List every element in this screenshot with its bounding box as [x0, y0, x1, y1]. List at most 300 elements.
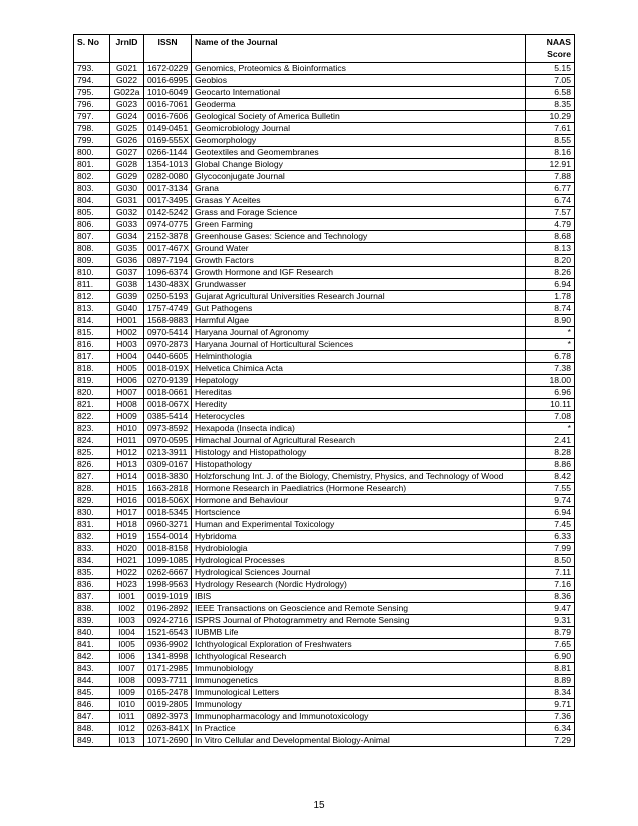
table-row: [74, 723, 575, 735]
cell-jrnid: I009: [110, 687, 144, 699]
cell-sno: 819.: [74, 375, 110, 387]
table-row: [74, 63, 575, 75]
cell-naas-score: 8.28: [526, 447, 575, 459]
cell-jrnid: H023: [110, 579, 144, 591]
table-row: [74, 687, 575, 699]
cell-jrnid: H005: [110, 363, 144, 375]
cell-sno: 815.: [74, 327, 110, 339]
cell-jrnid: H022: [110, 567, 144, 579]
cell-issn: 0165-2478: [144, 687, 192, 699]
table-row: [74, 699, 575, 711]
cell-issn: 0017-467X: [144, 243, 192, 255]
cell-issn: 1663-2818: [144, 483, 192, 495]
cell-journal-name: Immunopharmacology and Immunotoxicology: [192, 711, 526, 723]
cell-journal-name: Gujarat Agricultural Universities Research Journal: [192, 291, 526, 303]
cell-sno: 817.: [74, 351, 110, 363]
cell-naas-score: 6.90: [526, 651, 575, 663]
cell-jrnid: G037: [110, 267, 144, 279]
cell-sno: 821.: [74, 399, 110, 411]
cell-naas-score: 7.57: [526, 207, 575, 219]
cell-issn: 0149-0451: [144, 123, 192, 135]
cell-issn: 0282-0080: [144, 171, 192, 183]
table-row: [74, 135, 575, 147]
cell-journal-name: Gut Pathogens: [192, 303, 526, 315]
cell-jrnid: H016: [110, 495, 144, 507]
cell-jrnid: G026: [110, 135, 144, 147]
cell-naas-score: 7.36: [526, 711, 575, 723]
cell-issn: 0018-3830: [144, 471, 192, 483]
cell-naas-score: 7.38: [526, 363, 575, 375]
table-row: [74, 219, 575, 231]
cell-jrnid: H012: [110, 447, 144, 459]
cell-naas-score: 8.35: [526, 99, 575, 111]
cell-naas-score: *: [526, 327, 575, 339]
cell-issn: 0970-5414: [144, 327, 192, 339]
cell-naas-score: *: [526, 339, 575, 351]
cell-issn: 0970-0595: [144, 435, 192, 447]
table-row: [74, 171, 575, 183]
cell-journal-name: Heredity: [192, 399, 526, 411]
cell-naas-score: 9.74: [526, 495, 575, 507]
table-row: [74, 399, 575, 411]
table-row: [74, 651, 575, 663]
cell-journal-name: Harmful Algae: [192, 315, 526, 327]
header-issn: ISSN: [144, 35, 192, 63]
cell-sno: 810.: [74, 267, 110, 279]
table-row: [74, 579, 575, 591]
cell-journal-name: Immunogenetics: [192, 675, 526, 687]
cell-journal-name: Hortscience: [192, 507, 526, 519]
cell-jrnid: H004: [110, 351, 144, 363]
cell-journal-name: Grasas Y Aceites: [192, 195, 526, 207]
cell-sno: 825.: [74, 447, 110, 459]
cell-journal-name: Global Change Biology: [192, 159, 526, 171]
cell-jrnid: G031: [110, 195, 144, 207]
cell-issn: 0440-6605: [144, 351, 192, 363]
cell-issn: 1071-2690: [144, 735, 192, 747]
cell-naas-score: 8.26: [526, 267, 575, 279]
table-row: [74, 255, 575, 267]
cell-issn: 0385-5414: [144, 411, 192, 423]
cell-sno: 814.: [74, 315, 110, 327]
cell-sno: 801.: [74, 159, 110, 171]
cell-sno: 835.: [74, 567, 110, 579]
table-row: [74, 663, 575, 675]
cell-sno: 839.: [74, 615, 110, 627]
table-row: [74, 339, 575, 351]
cell-naas-score: 1.78: [526, 291, 575, 303]
table-row: [74, 75, 575, 87]
cell-jrnid: H019: [110, 531, 144, 543]
cell-journal-name: Geological Society of America Bulletin: [192, 111, 526, 123]
cell-journal-name: Geocarto International: [192, 87, 526, 99]
table-row: [74, 243, 575, 255]
page-number: 15: [313, 800, 325, 811]
cell-jrnid: G040: [110, 303, 144, 315]
cell-naas-score: 8.81: [526, 663, 575, 675]
cell-issn: 0016-6995: [144, 75, 192, 87]
cell-jrnid: G033: [110, 219, 144, 231]
cell-issn: 0017-3495: [144, 195, 192, 207]
cell-sno: 808.: [74, 243, 110, 255]
cell-naas-score: 6.94: [526, 507, 575, 519]
cell-jrnid: H018: [110, 519, 144, 531]
cell-issn: 0093-7711: [144, 675, 192, 687]
cell-naas-score: 10.11: [526, 399, 575, 411]
cell-naas-score: 8.68: [526, 231, 575, 243]
cell-jrnid: H001: [110, 315, 144, 327]
cell-issn: 0016-7061: [144, 99, 192, 111]
cell-naas-score: 7.45: [526, 519, 575, 531]
cell-issn: 0974-0775: [144, 219, 192, 231]
cell-issn: 1099-1085: [144, 555, 192, 567]
cell-sno: 838.: [74, 603, 110, 615]
table-row: [74, 507, 575, 519]
cell-jrnid: I004: [110, 627, 144, 639]
table-row: [74, 303, 575, 315]
cell-naas-score: 7.29: [526, 735, 575, 747]
cell-naas-score: 9.71: [526, 699, 575, 711]
cell-journal-name: Geoderma: [192, 99, 526, 111]
table-body: [74, 63, 575, 747]
cell-jrnid: I002: [110, 603, 144, 615]
header-row: [74, 35, 575, 63]
cell-issn: 1568-9883: [144, 315, 192, 327]
table-row: [74, 327, 575, 339]
cell-jrnid: I008: [110, 675, 144, 687]
cell-issn: 0017-3134: [144, 183, 192, 195]
cell-issn: 1341-8998: [144, 651, 192, 663]
cell-issn: 0169-555X: [144, 135, 192, 147]
cell-sno: 844.: [74, 675, 110, 687]
cell-sno: 805.: [74, 207, 110, 219]
cell-journal-name: Hepatology: [192, 375, 526, 387]
cell-naas-score: 7.61: [526, 123, 575, 135]
table-row: [74, 531, 575, 543]
cell-sno: 796.: [74, 99, 110, 111]
cell-issn: 0142-5242: [144, 207, 192, 219]
cell-naas-score: 9.47: [526, 603, 575, 615]
cell-issn: 1672-0229: [144, 63, 192, 75]
cell-naas-score: 7.99: [526, 543, 575, 555]
table-row: [74, 195, 575, 207]
cell-issn: 0018-067X: [144, 399, 192, 411]
table-row: [74, 543, 575, 555]
cell-sno: 840.: [74, 627, 110, 639]
cell-journal-name: Hexapoda (Insecta indica): [192, 423, 526, 435]
cell-journal-name: Geomorphology: [192, 135, 526, 147]
cell-sno: 849.: [74, 735, 110, 747]
cell-sno: 829.: [74, 495, 110, 507]
cell-journal-name: Hormone and Behaviour: [192, 495, 526, 507]
cell-sno: 799.: [74, 135, 110, 147]
cell-naas-score: 6.58: [526, 87, 575, 99]
cell-journal-name: Haryana Journal of Agronomy: [192, 327, 526, 339]
cell-jrnid: H002: [110, 327, 144, 339]
cell-journal-name: Haryana Journal of Horticultural Sciences: [192, 339, 526, 351]
cell-jrnid: I013: [110, 735, 144, 747]
header-sno: S. No: [74, 35, 110, 63]
table-row: [74, 231, 575, 243]
cell-naas-score: 6.34: [526, 723, 575, 735]
cell-sno: 820.: [74, 387, 110, 399]
cell-jrnid: G039: [110, 291, 144, 303]
cell-sno: 843.: [74, 663, 110, 675]
cell-journal-name: Hybridoma: [192, 531, 526, 543]
cell-issn: 1521-6543: [144, 627, 192, 639]
table-row: [74, 279, 575, 291]
cell-jrnid: G035: [110, 243, 144, 255]
cell-jrnid: G030: [110, 183, 144, 195]
cell-naas-score: 8.55: [526, 135, 575, 147]
table-row: [74, 483, 575, 495]
cell-naas-score: 8.79: [526, 627, 575, 639]
cell-journal-name: Hydrobiologia: [192, 543, 526, 555]
cell-jrnid: I006: [110, 651, 144, 663]
cell-issn: 1430-483X: [144, 279, 192, 291]
cell-issn: 0924-2716: [144, 615, 192, 627]
cell-sno: 804.: [74, 195, 110, 207]
table-row: [74, 387, 575, 399]
cell-journal-name: Hereditas: [192, 387, 526, 399]
cell-issn: 2152-3878: [144, 231, 192, 243]
cell-sno: 827.: [74, 471, 110, 483]
cell-naas-score: 2.41: [526, 435, 575, 447]
cell-naas-score: 9.31: [526, 615, 575, 627]
cell-jrnid: H011: [110, 435, 144, 447]
cell-journal-name: IUBMB Life: [192, 627, 526, 639]
cell-issn: 1354-1013: [144, 159, 192, 171]
cell-issn: 0018-5345: [144, 507, 192, 519]
cell-sno: 824.: [74, 435, 110, 447]
cell-sno: 794.: [74, 75, 110, 87]
cell-issn: 0973-8592: [144, 423, 192, 435]
cell-sno: 848.: [74, 723, 110, 735]
cell-sno: 795.: [74, 87, 110, 99]
cell-journal-name: Growth Factors: [192, 255, 526, 267]
cell-jrnid: H020: [110, 543, 144, 555]
cell-sno: 803.: [74, 183, 110, 195]
table-row: [74, 567, 575, 579]
cell-sno: 828.: [74, 483, 110, 495]
table-row: [74, 735, 575, 747]
cell-jrnid: I012: [110, 723, 144, 735]
cell-sno: 807.: [74, 231, 110, 243]
table-row: [74, 351, 575, 363]
table-row: [74, 471, 575, 483]
table-row: [74, 159, 575, 171]
cell-journal-name: Green Farming: [192, 219, 526, 231]
cell-jrnid: H006: [110, 375, 144, 387]
cell-naas-score: 7.08: [526, 411, 575, 423]
cell-journal-name: Glycoconjugate Journal: [192, 171, 526, 183]
cell-sno: 793.: [74, 63, 110, 75]
cell-sno: 809.: [74, 255, 110, 267]
cell-naas-score: 6.74: [526, 195, 575, 207]
table-row: [74, 183, 575, 195]
cell-journal-name: Growth Hormone and IGF Research: [192, 267, 526, 279]
cell-issn: 0309-0167: [144, 459, 192, 471]
cell-naas-score: 18.00: [526, 375, 575, 387]
cell-journal-name: Hydrological Processes: [192, 555, 526, 567]
cell-jrnid: G028: [110, 159, 144, 171]
cell-jrnid: G024: [110, 111, 144, 123]
cell-journal-name: Histopathology: [192, 459, 526, 471]
cell-sno: 837.: [74, 591, 110, 603]
cell-sno: 836.: [74, 579, 110, 591]
table-row: [74, 99, 575, 111]
cell-jrnid: G038: [110, 279, 144, 291]
table-row: [74, 711, 575, 723]
cell-journal-name: Helminthologia: [192, 351, 526, 363]
cell-issn: 1010-6049: [144, 87, 192, 99]
cell-journal-name: In Practice: [192, 723, 526, 735]
cell-journal-name: Geomicrobiology Journal: [192, 123, 526, 135]
table-row: [74, 591, 575, 603]
cell-jrnid: G021: [110, 63, 144, 75]
cell-journal-name: Helvetica Chimica Acta: [192, 363, 526, 375]
cell-jrnid: H021: [110, 555, 144, 567]
table-row: [74, 639, 575, 651]
cell-journal-name: Grass and Forage Science: [192, 207, 526, 219]
cell-sno: 832.: [74, 531, 110, 543]
cell-issn: 0892-3973: [144, 711, 192, 723]
cell-journal-name: Hormone Research in Paediatrics (Hormone Research): [192, 483, 526, 495]
table-row: [74, 459, 575, 471]
table-row: [74, 111, 575, 123]
cell-jrnid: G029: [110, 171, 144, 183]
cell-issn: 0270-9139: [144, 375, 192, 387]
cell-jrnid: H003: [110, 339, 144, 351]
cell-issn: 0171-2985: [144, 663, 192, 675]
cell-issn: 0263-841X: [144, 723, 192, 735]
cell-sno: 823.: [74, 423, 110, 435]
cell-journal-name: IEEE Transactions on Geoscience and Remote Sensing: [192, 603, 526, 615]
cell-journal-name: Ichthyological Exploration of Freshwaters: [192, 639, 526, 651]
cell-jrnid: I007: [110, 663, 144, 675]
cell-jrnid: H014: [110, 471, 144, 483]
cell-issn: 0019-2805: [144, 699, 192, 711]
cell-naas-score: 5.15: [526, 63, 575, 75]
table-row: [74, 315, 575, 327]
cell-sno: 833.: [74, 543, 110, 555]
cell-naas-score: 8.36: [526, 591, 575, 603]
cell-jrnid: I011: [110, 711, 144, 723]
cell-issn: 1554-0014: [144, 531, 192, 543]
cell-naas-score: *: [526, 423, 575, 435]
cell-issn: 0018-019X: [144, 363, 192, 375]
cell-sno: 834.: [74, 555, 110, 567]
cell-sno: 830.: [74, 507, 110, 519]
cell-naas-score: 8.13: [526, 243, 575, 255]
cell-jrnid: G025: [110, 123, 144, 135]
cell-issn: 0250-5193: [144, 291, 192, 303]
cell-journal-name: Hydrological Sciences Journal: [192, 567, 526, 579]
cell-sno: 831.: [74, 519, 110, 531]
cell-journal-name: Immunology: [192, 699, 526, 711]
table-row: [74, 375, 575, 387]
cell-naas-score: 6.96: [526, 387, 575, 399]
cell-issn: 1757-4749: [144, 303, 192, 315]
cell-issn: 0196-2892: [144, 603, 192, 615]
cell-issn: 0266-1144: [144, 147, 192, 159]
cell-jrnid: I003: [110, 615, 144, 627]
table-row: [74, 87, 575, 99]
header-naas-score: NAAS Score: [526, 35, 575, 63]
cell-sno: 812.: [74, 291, 110, 303]
cell-sno: 797.: [74, 111, 110, 123]
cell-sno: 800.: [74, 147, 110, 159]
cell-sno: 845.: [74, 687, 110, 699]
cell-naas-score: 7.11: [526, 567, 575, 579]
cell-sno: 802.: [74, 171, 110, 183]
cell-naas-score: 4.79: [526, 219, 575, 231]
cell-journal-name: Immunological Letters: [192, 687, 526, 699]
cell-jrnid: H015: [110, 483, 144, 495]
cell-naas-score: 10.29: [526, 111, 575, 123]
cell-jrnid: I010: [110, 699, 144, 711]
table-row: [74, 495, 575, 507]
table-row: [74, 147, 575, 159]
table-row: [74, 519, 575, 531]
cell-naas-score: 8.50: [526, 555, 575, 567]
cell-journal-name: Himachal Journal of Agricultural Research: [192, 435, 526, 447]
table-row: [74, 603, 575, 615]
table-row: [74, 267, 575, 279]
cell-issn: 1998-9563: [144, 579, 192, 591]
cell-sno: 806.: [74, 219, 110, 231]
cell-journal-name: Heterocycles: [192, 411, 526, 423]
cell-naas-score: 6.77: [526, 183, 575, 195]
cell-naas-score: 8.86: [526, 459, 575, 471]
cell-jrnid: H007: [110, 387, 144, 399]
cell-jrnid: G032: [110, 207, 144, 219]
cell-jrnid: G036: [110, 255, 144, 267]
header-jrnid: JrnID: [110, 35, 144, 63]
cell-sno: 818.: [74, 363, 110, 375]
cell-issn: 0018-8158: [144, 543, 192, 555]
table-row: [74, 627, 575, 639]
cell-sno: 826.: [74, 459, 110, 471]
cell-jrnid: I001: [110, 591, 144, 603]
table-row: [74, 291, 575, 303]
cell-journal-name: Ground Water: [192, 243, 526, 255]
cell-naas-score: 7.16: [526, 579, 575, 591]
cell-journal-name: Geobios: [192, 75, 526, 87]
table-row: [74, 435, 575, 447]
cell-naas-score: 8.16: [526, 147, 575, 159]
cell-jrnid: H008: [110, 399, 144, 411]
table-row: [74, 411, 575, 423]
cell-issn: 0016-7606: [144, 111, 192, 123]
table-row: [74, 363, 575, 375]
table-row: [74, 207, 575, 219]
cell-issn: 0970-2873: [144, 339, 192, 351]
table-row: [74, 423, 575, 435]
cell-issn: 0018-0661: [144, 387, 192, 399]
cell-naas-score: 7.65: [526, 639, 575, 651]
cell-sno: 798.: [74, 123, 110, 135]
cell-sno: 813.: [74, 303, 110, 315]
cell-sno: 846.: [74, 699, 110, 711]
cell-jrnid: G022a: [110, 87, 144, 99]
cell-naas-score: 8.34: [526, 687, 575, 699]
cell-jrnid: H009: [110, 411, 144, 423]
cell-journal-name: Grundwasser: [192, 279, 526, 291]
cell-naas-score: 8.74: [526, 303, 575, 315]
cell-sno: 816.: [74, 339, 110, 351]
cell-issn: 0960-3271: [144, 519, 192, 531]
